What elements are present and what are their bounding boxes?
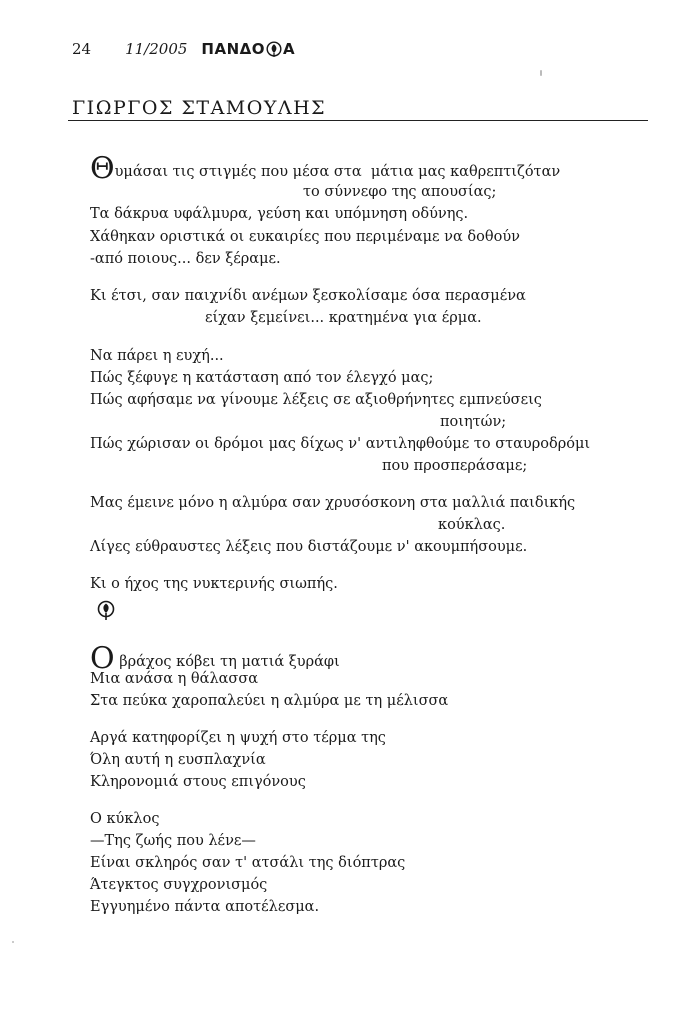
poem-line: —Της ζωής που λένε—	[90, 833, 256, 849]
poem-line: Μας έμεινε μόνο η αλμύρα σαν χρυσόσκονη στα μαλλιά παιδικής	[90, 495, 576, 511]
poem-line: Τα δάκρυα υφάλμυρα, γεύση και υπόμνηση οδύνης.	[90, 206, 469, 222]
poem-line: ποιητών;	[440, 414, 507, 430]
flower-ornament-icon	[266, 41, 282, 57]
scan-mark	[540, 70, 542, 76]
title-rule	[68, 120, 648, 121]
page-number: 24	[72, 40, 92, 58]
poem-line: κούκλας.	[438, 517, 506, 533]
magazine-title	[201, 40, 295, 58]
poem-line: Ο κύκλος	[90, 811, 160, 827]
poem-line: Χάθηκαν οριστικά οι ευκαιρίες που περιμέναμε να δοθούν	[90, 229, 520, 245]
poem-line: Κληρονομιά στους επιγόνους	[90, 774, 306, 790]
poem-line: Άτεγκτος συγχρονισμός	[90, 877, 268, 893]
author-name: ΓΙΩΡΓΟΣ ΣΤΑΜΟΥΛΗΣ	[72, 97, 327, 119]
poem-line: βράχος κόβει τη ματιά ξυράφι	[114, 654, 340, 670]
poem-line: υμάσαι τις στιγμές που μέσα στα μάτια μας καθρεπτιζόταν	[114, 164, 561, 180]
poem-line: είχαν ξεμείνει... κρατημένα για έρμα.	[205, 310, 482, 326]
poem-line: Εγγυημένο πάντα αποτέλεσμα.	[90, 899, 320, 915]
flower-ornament-icon	[95, 599, 117, 621]
poem-line: Στα πεύκα χαροπαλεύει η αλμύρα με τη μέλισσα	[90, 693, 449, 709]
poem-line: Να πάρει η ευχή...	[90, 348, 224, 364]
poem-line: Αργά κατηφορίζει η ψυχή στο τέρμα της	[90, 730, 386, 746]
poem-1-line-1	[90, 151, 561, 186]
drop-initial: Θ	[90, 151, 115, 186]
poem-line: το σύννεφο της απουσίας;	[303, 184, 497, 200]
poem-line: Πώς ξέφυγε η κατάσταση από τον έλεγχό μας;	[90, 370, 434, 386]
poem-line: Κι ο ήχος της νυκτερινής σιωπής.	[90, 576, 338, 592]
drop-initial: Ο	[90, 641, 115, 676]
issue-date: 11/2005	[125, 40, 188, 58]
poem-line: Λίγες εύθραυστες λέξεις που διστάζουμε ν' ακουμπήσουμε.	[90, 539, 528, 555]
poem-line: Όλη αυτή η ευσπλαχνία	[90, 752, 266, 768]
running-header	[72, 40, 295, 58]
poem-line: που προσπεράσαμε;	[382, 458, 528, 474]
magazine-title-start: ΠΑΝΔΟ	[201, 40, 265, 58]
poem-line: Πώς αφήσαμε να γίνουμε λέξεις σε αξιοθρήνητες εμπνεύσεις	[90, 392, 542, 408]
poem-line: Κι έτσι, σαν παιχνίδι ανέμων ξεσκολίσαμε όσα περασμένα	[90, 288, 526, 304]
magazine-title-end: Α	[283, 40, 296, 58]
poem-line: Μια ανάσα η θάλασσα	[90, 671, 259, 687]
poem-line: -από ποιους... δεν ξέραμε.	[90, 251, 281, 267]
poem-line: Είναι σκληρός σαν τ' ατσάλι της διόπτρας	[90, 855, 406, 871]
scan-mark	[12, 941, 14, 943]
poem-line: Πώς χώρισαν οι δρόμοι μας δίχως ν' αντιληφθούμε το σταυροδρόμι	[90, 436, 591, 452]
